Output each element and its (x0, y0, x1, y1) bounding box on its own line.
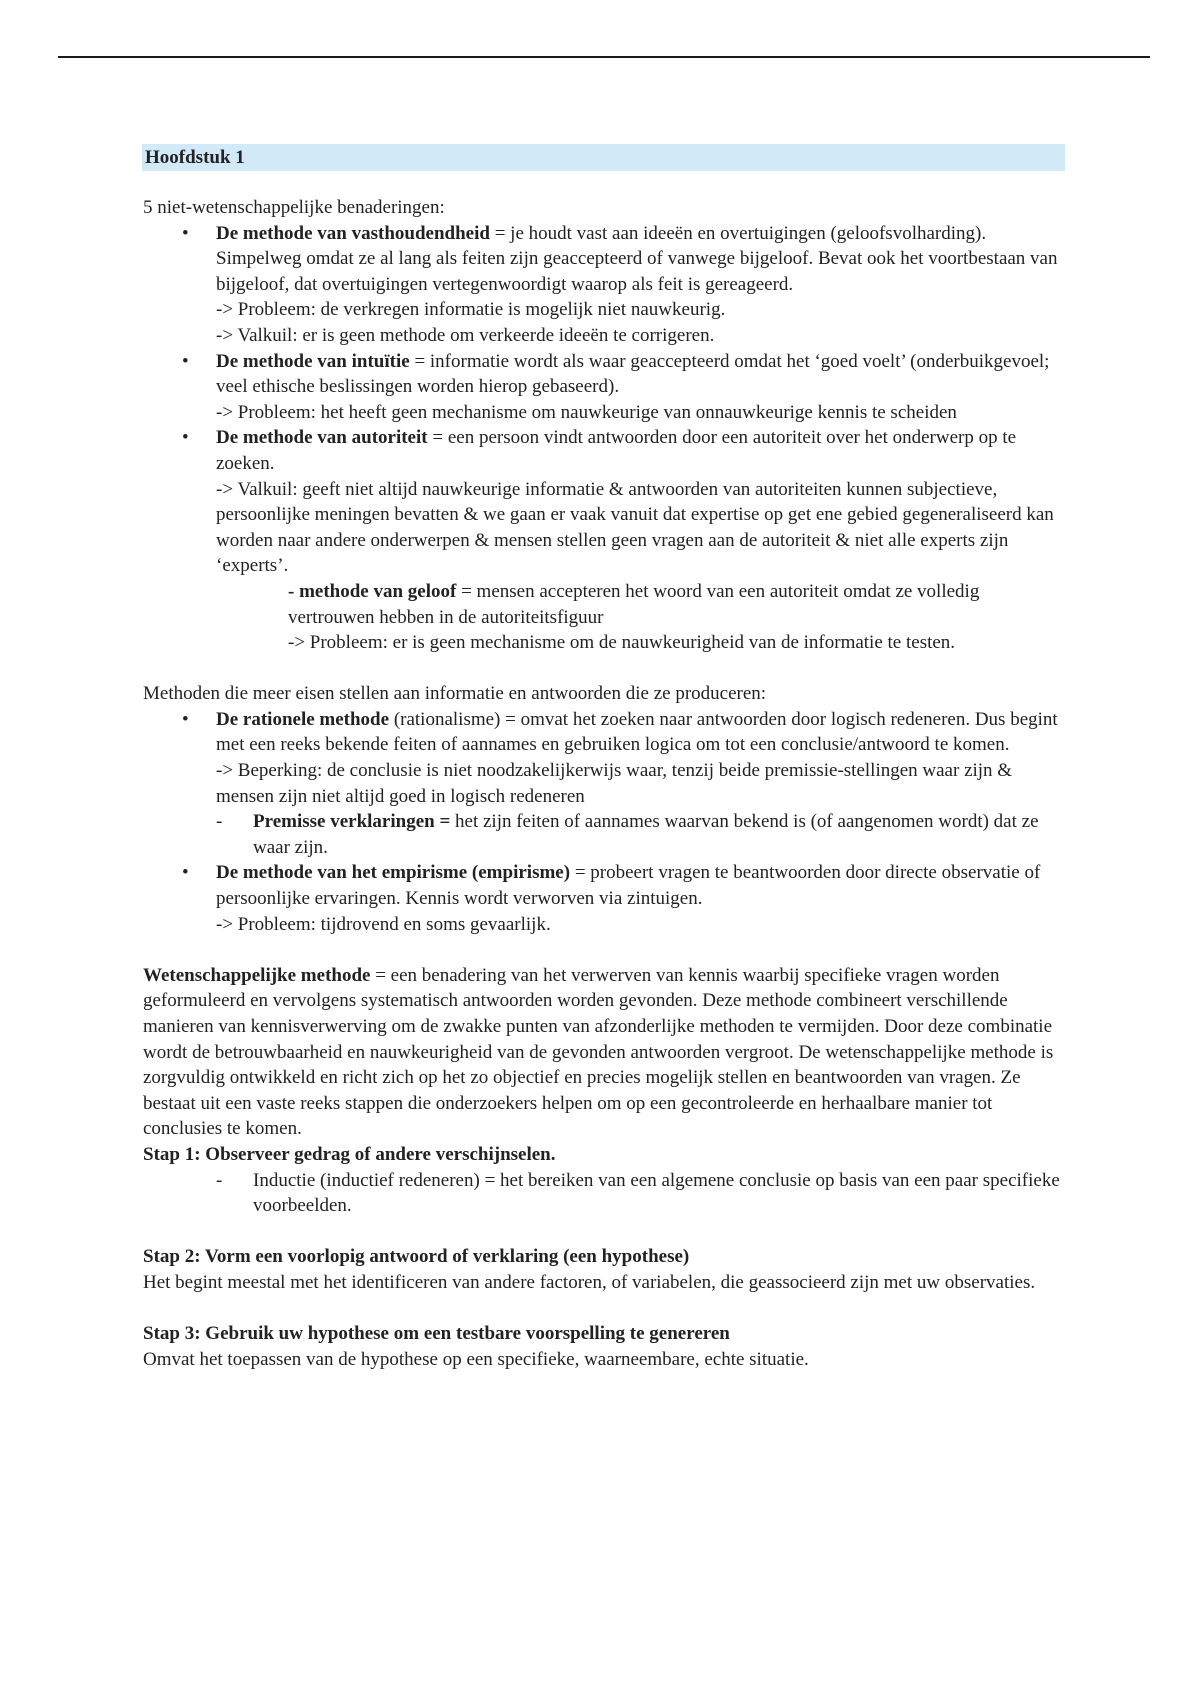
sub-method-term: - methode van geloof (288, 580, 457, 602)
spacer (143, 656, 1065, 682)
sub-method-definition: = mensen accepteren het woord van een autoriteit omdat ze volledig vertrouwen hebben in de autoriteitsfiguur (288, 580, 980, 628)
demanding-methods-list (143, 707, 1065, 937)
method-definition: (rationalisme) = omvat het zoeken naar antwoorden door logisch redeneren. Dus begint met een reeks bekende feiten of aannames en gebruiken logica om tot een conclusie/antwoord te komen. (216, 708, 1058, 756)
list-item (143, 221, 1065, 349)
method-definition: = je houdt vast aan ideeën en overtuigingen (geloofsvolharding). Simpelweg omdat ze al lang als feiten zijn geaccepteerd of vanwege bijgeloof. Bevat ook het voortbestaan van bijgeloof, dat overtuigingen vertegenwoordigt waarop als feit is gereageerd. (216, 222, 1058, 295)
method-note: -> Valkuil: geeft niet altijd nauwkeurige informatie & antwoorden van autoriteiten kunnen subjectieve, persoonlijke meningen bevatten & we gaan er vaak vanuit dat expertise op get ene gebied gegeneraliseerd kan worden naar andere onderwerpen & mensen stellen geen vragen aan de autoriteit & niet alle experts zijn ‘experts’. (216, 478, 1054, 577)
method-term: De methode van intuïtie (216, 350, 410, 372)
step3-text: Omvat het toepassen van de hypothese op een specifieke, waarneembare, echte situatie. (143, 1348, 809, 1370)
step1-title: Stap 1: Observeer gedrag of andere verschijnselen. (143, 1143, 556, 1165)
document-page (143, 144, 1065, 1372)
method-definition: = een persoon vindt antwoorden door een autoriteit over het onderwerp op te zoeken. (216, 427, 1017, 474)
section1-intro: 5 niet-wetenschappelijke benaderingen: (143, 197, 445, 218)
spacer (143, 937, 1065, 963)
step2-text: Het begint meestal met het identificeren van andere factoren, of variabelen, die geassocieerd zijn met uw observaties. (143, 1271, 1036, 1293)
list-item (143, 425, 1065, 655)
method-note: -> Beperking: de conclusie is niet noodzakelijkerwijs waar, tenzij beide premissie-stellingen waar zijn & mensen zijn niet altijd goed in logisch redeneren (216, 760, 1013, 807)
scientific-method-definition: = een benadering van het verwerven van kennis waarbij specifieke vragen worden geformuleerd en vervolgens systematisch antwoorden worden gevonden. Deze methode combineert verschillende manieren van kennisverwerving om de zwakke punten van afzonderlijke methoden te vermijden. Door deze combinatie wordt de betrouwbaarheid en nauwkeurigheid van de gevonden antwoorden vergroot. De wetenschappelijke methode is zorgvuldig ontwikkeld en richt zich op het zo objectief en precies mogelijk stellen en beantwoorden van vragen. Ze bestaat uit een vaste reeks stappen die onderzoekers helpen om op een gecontroleerde en herhaalbare manier tot conclusies te komen. (143, 964, 1054, 1140)
chapter-heading: Hoofdstuk 1 (142, 144, 1065, 171)
page-top-rule (58, 56, 1150, 58)
method-note: -> Probleem: het heeft geen mechanisme om nauwkeurige van onnauwkeurige kennis te scheiden (216, 401, 957, 423)
method-note: -> Probleem: de verkregen informatie is mogelijk niet nauwkeurig. (216, 299, 726, 321)
method-definition: = probeert vragen te beantwoorden door directe observatie of persoonlijke ervaringen. Kennis wordt verworven via zintuigen. (216, 862, 1041, 910)
list-item (143, 860, 1065, 937)
step2-title: Stap 2: Vorm een voorlopig antwoord of verklaring (een hypothese) (143, 1246, 690, 1268)
step1-item: - Inductie (inductief redeneren) = het bereiken van een algemene conclusie op basis van een paar specifieke voorbeelden. (216, 1168, 1065, 1219)
method-definition: = informatie wordt als waar geaccepteerd omdat het ‘goed voelt’ (onderbuikgevoel; veel ethische beslissingen worden hierop gebaseerd). (216, 350, 1050, 398)
step3-title: Stap 3: Gebruik uw hypothese om een testbare voorspelling te genereren (143, 1323, 730, 1345)
section2-intro: Methoden die meer eisen stellen aan informatie en antwoorden die ze produceren: (143, 683, 767, 705)
list-item (143, 349, 1065, 426)
sub-method (216, 579, 1065, 656)
non-scientific-methods-list (143, 221, 1065, 656)
scientific-method-term: Wetenschappelijke methode (143, 964, 371, 986)
premise-item (216, 809, 1065, 860)
method-term: De methode van het empirisme (empirisme) (216, 862, 571, 884)
method-term: De rationele methode (216, 708, 390, 730)
scientific-method-paragraph (143, 963, 1065, 1142)
step1-list (143, 1168, 1065, 1219)
method-note: -> Probleem: tijdrovend en soms gevaarlijk. (216, 913, 551, 935)
sub-method-note: -> Probleem: er is geen mechanisme om de nauwkeurigheid van de informatie te testen. (288, 632, 956, 654)
method-note: -> Valkuil: er is geen methode om verkeerde ideeën te corrigeren. (216, 324, 715, 346)
premise-definition: het zijn feiten of aannames waarvan bekend is (of aangenomen wordt) dat ze waar zijn. (253, 811, 1039, 858)
list-item (143, 707, 1065, 861)
method-term: De methode van autoriteit (216, 427, 428, 449)
spacer (143, 1296, 1065, 1322)
spacer (143, 1219, 1065, 1245)
method-term: De methode van vasthoudendheid (216, 222, 490, 244)
premise-term: Premisse verklaringen = (253, 811, 451, 833)
